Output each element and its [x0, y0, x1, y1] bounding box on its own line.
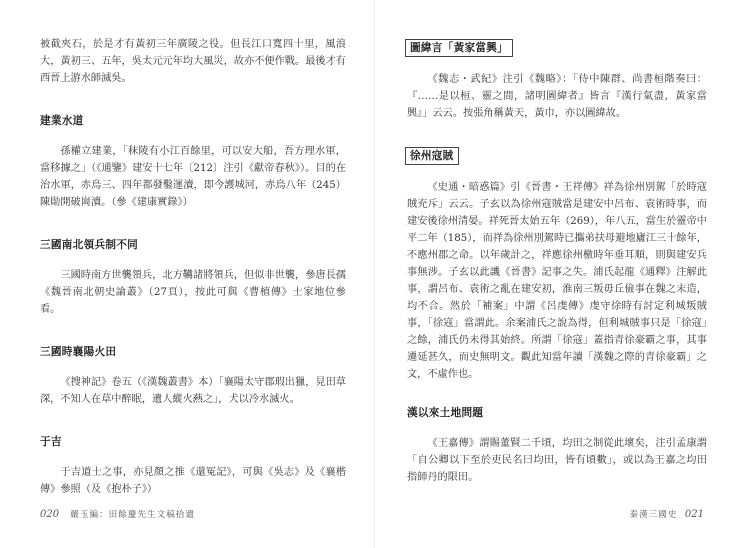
- running-footer-text: 嚴玉編：田餘慶先生文稿拾遺: [70, 510, 196, 520]
- paragraph: 《王嘉傳》謂賜董賢二千頃，均田之制從此壞矣，注引孟康謂「自公卿以下至於吏民名曰均田，皆有頃數」，或以為王嘉之均田指師丹的限田。: [407, 438, 707, 483]
- left-footer: [40, 508, 195, 520]
- paragraph: 被截夾石，於是才有黃初三年廣陵之役。但長江口寬四十里，風浪大，黃初三、五年，吳太元元年均大風災，故亦不便作戰。最後才有西晉上游水師滅吳。: [40, 39, 346, 84]
- paragraph: 《史通・暗惑篇》引《晉書・王祥傳》祥為徐州別駕「於時寇賊充斥」云云。子玄以為徐州寇賊當是建安中呂布、袁術時事，而建安後徐州清晏。祥死晉太始五年（269），年八五，當生於靈帝中平二年（185），而祥為徐州別駕時已攜弟扶母避地廬江三十餘年，不應州郡之命。以年歲計之，祥應徐州檄時年垂耳順，則與建安兵事無涉。子玄以此譏《晉書》記事之失。浦氏起龍《通釋》注解此事，謂呂布、袁術之亂在建安初，淮南三叛毋丘儉事在魏之末造，均不合。然於「補案」中謂《呂虔傳》虔守徐時有討定利城叛賊事，「徐寇」當謂此。余案浦氏之說為得，但利城賊事只是「徐寇」之餘，浦氏仍未得其始終。所謂「徐寇」蓋指青徐豪霸之事，其事遷延甚久，而史無明文。觀此知當年讀「漢魏之際的青徐豪霸」之文，不虛作也。: [407, 182, 707, 380]
- section-heading: 三國時襄陽火田: [40, 346, 117, 358]
- left-column: [40, 36, 346, 498]
- paragraph: 孫權立建業，「秣陵有小江百餘里，可以安大船，吾方理水軍，當移據之」（《通鑒》建安十七年〔212〕注引《獻帝春秋》）。目的在治水軍，赤烏三、四年都發鑿運瀆，即今護城河，赤烏八年（245）陳勛開破崗瀆。（參《建康實錄》）: [40, 146, 346, 208]
- paragraph: 于吉道士之事，亦見顏之推《還冤記》，可與《吳志》及《襄楷傳》參照（及《抱朴子》）: [40, 467, 346, 495]
- page-number: 020: [40, 509, 60, 520]
- paragraph: 三國時南方世襲領兵，北方韉諸將領兵，但似非世襲，參唐長孺《魏晉南北朝史論叢》（27頁），按此可與《曹植傳》士家地位參看。: [40, 270, 346, 315]
- section-heading: 徐州寇賊: [405, 147, 459, 165]
- section-heading: 于吉: [40, 436, 62, 448]
- section-heading: 圖緯言「黃家當興」: [405, 39, 513, 57]
- section-heading: 漢以來土地問題: [407, 407, 484, 419]
- running-footer-text: 秦漢三國史: [629, 510, 678, 520]
- section-heading: 三國南北領兵制不同: [40, 239, 139, 251]
- right-column: [407, 36, 707, 486]
- right-footer: [629, 508, 704, 520]
- section-heading: 建業水道: [40, 115, 84, 127]
- paragraph: 《魏志・武紀》注引《魏略》：「侍中陳群、尚書桓階奏曰：『……是以桓、靈之間，諸明圖緯者』皆言『漢行氣盡，黃家當興』」云云。按張角稱黃天，黃巾，亦以圖緯故。: [407, 74, 707, 119]
- page-number: 021: [684, 509, 704, 520]
- paragraph: 《搜神記》卷五（《漢魏叢書》本）「襄陽太守郡瑕出獵，見田草深，不知人在草中醉眠，遺人縱火爇之」，犬以冷水滅火。: [40, 377, 346, 405]
